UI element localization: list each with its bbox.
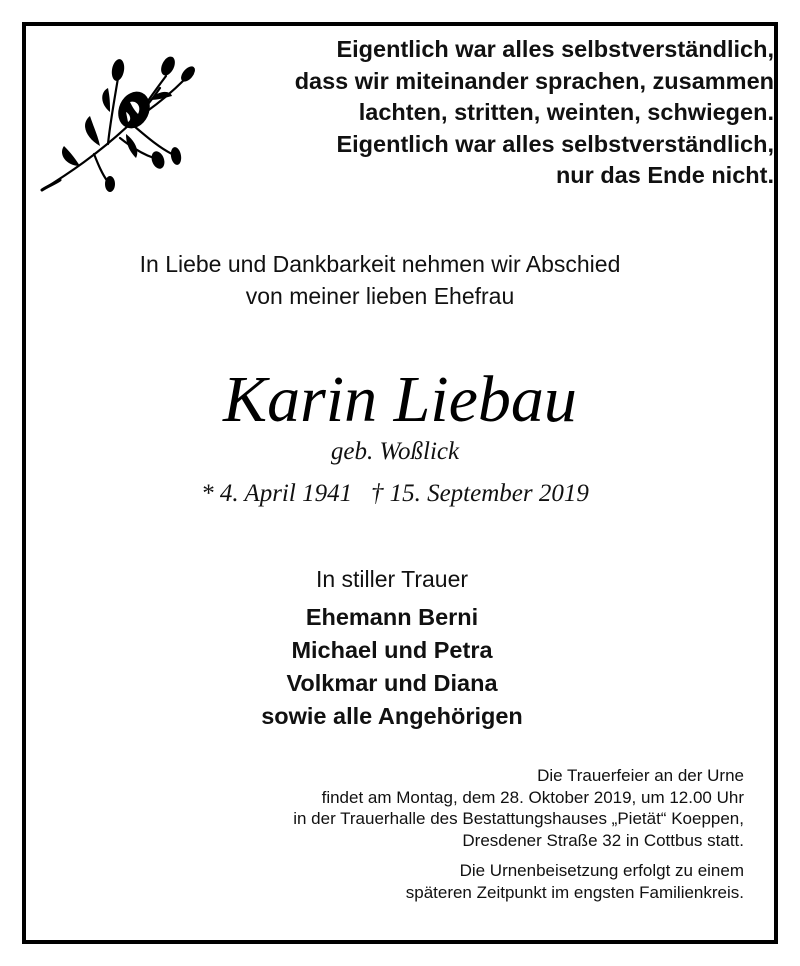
intro-text — [0, 248, 760, 312]
burial-line: Die Urnenbeisetzung erfolgt zu einem — [459, 861, 744, 880]
intro-line: In Liebe und Dankbarkeit nehmen wir Abschied — [139, 251, 621, 277]
service-line: in der Trauerhalle des Bestattungshauses „Pietät“ Koeppen, — [293, 809, 744, 828]
mourner-name: Volkmar und Diana — [286, 670, 498, 696]
mourners-heading: In stiller Trauer — [315, 566, 469, 592]
poem-line: Eigentlich war alles selbstverständlich, — [336, 130, 774, 157]
maiden-name: geb. Woßlick — [330, 438, 460, 465]
poem-line: nur das Ende nicht. — [555, 162, 774, 188]
poem-line: dass wir miteinander sprachen, zusammen — [294, 67, 774, 94]
mourners-list — [0, 601, 784, 733]
poem-line: lachten, stritten, weinten, schwiegen. — [358, 99, 774, 125]
burial-info — [144, 860, 744, 903]
burial-line: späteren Zeitpunkt im engsten Familienkreis. — [405, 882, 744, 902]
service-line: Die Trauerfeier an der Urne — [537, 766, 744, 785]
mourner-name: sowie alle Angehörigen — [261, 703, 523, 729]
birth-date: * 4. April 1941 — [201, 480, 353, 507]
intro-line: von meiner lieben Ehefrau — [245, 283, 515, 309]
service-line: Dresdener Straße 32 in Cottbus statt. — [462, 830, 744, 850]
mourner-name: Ehemann Berni — [305, 604, 479, 630]
poem — [174, 34, 774, 192]
deceased-name: Karin Liebau — [223, 363, 577, 436]
rose-icon — [38, 50, 196, 196]
life-dates — [0, 478, 790, 510]
service-info — [144, 765, 744, 851]
poem-line: Eigentlich war alles selbstverständlich, — [336, 36, 774, 62]
death-date: † 15. September 2019 — [370, 480, 589, 507]
service-line: findet am Montag, dem 28. Oktober 2019, um 12.00 Uhr — [321, 787, 744, 807]
mourner-name: Michael und Petra — [291, 637, 493, 663]
